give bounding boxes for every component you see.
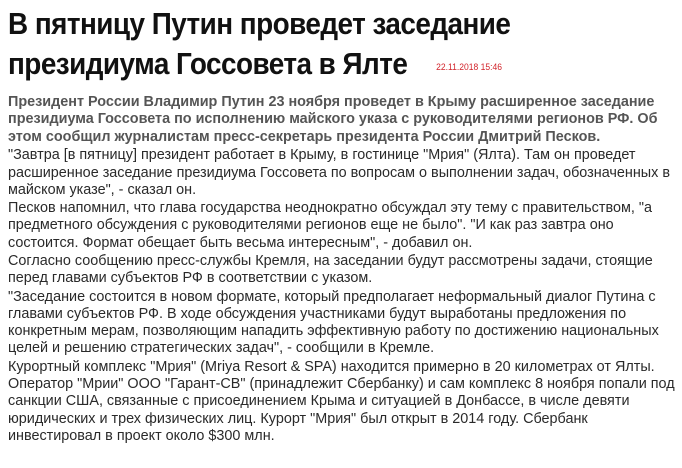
news-article: [8, 4, 676, 445]
article-lead: Президент России Владимир Путин 23 ноября проведет в Крыму расширенное заседание президиума Госсовета по исполнению майского указа с руководителями регионов РФ. Об этом сообщил журналистам пресс-секретарь президента России Дмитрий Песков.: [8, 94, 658, 145]
article-headline: [8, 4, 674, 92]
article-paragraph: Курортный комплекс "Мрия" (Mriya Resort & SPA) находится примерно в 20 километрах от Ялты. Оператор "Мрии" ООО "Гарант-СВ" (принадлежит Сбербанку) и сам комплекс 8 ноября попали под санкции США, связанные с присоединением Крыма и ситуацией в Донбассе, в числе девяти юридических и трех физических лиц. Курорт "Мрия" был открыт в 2014 году. Сбербанк инвестировал в проект около $300 млн.: [8, 358, 675, 444]
article-paragraph: Согласно сообщению пресс-службы Кремля, на заседании будут рассмотрены задачи, стоящие перед главами субъектов РФ в соответствии с указом.: [8, 253, 653, 287]
article-paragraph: "Заседание состоится в новом формате, который предполагает неформальный диалог Путина с главами субъектов РФ. В ходе обсуждения участниками будут выработаны предложения по конкретным мерам, позволяющим нападить эффективную работу по достижению национальных целей и решению стратегических задач", - сообщили в Кремле.: [8, 288, 659, 357]
publish-date: 22.11.2018 15:46: [436, 62, 503, 73]
headline-text: В пятницу Путин проведет заседание президиума Госсовета в Ялте: [8, 6, 511, 81]
article-paragraph: Песков напомнил, что глава государства неоднократно обсуждал эту тему с правительством, "а предметного обсуждения с руководителями регионов еще не было". "И как раз завтра оно состоится. Формат обещает быть весьма интересным", - добавил он.: [8, 200, 652, 251]
article-paragraph: "Завтра [в пятницу] президент работает в Крыму, в гостинице "Мрия" (Ялта). Там он проведет расширенное заседание президиума Госсовета по вопросам о выполнении задач, обозначенных в майском указе", - сказал он.: [8, 147, 670, 198]
